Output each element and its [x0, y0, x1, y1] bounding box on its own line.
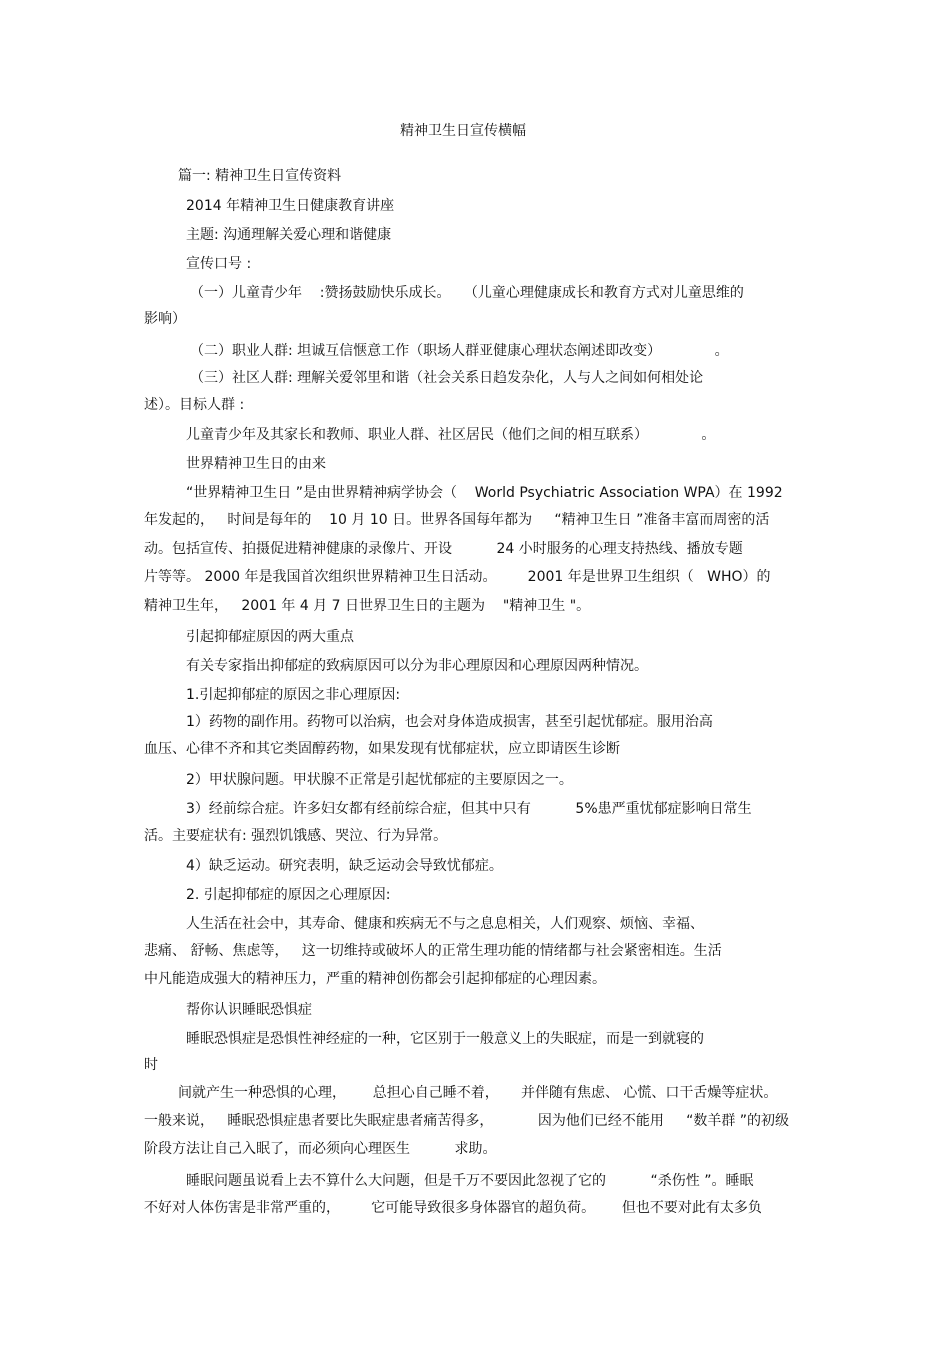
- text-line: 睡眠恐惧症是恐惧性神经症的一种，它区别于一般意义上的失眠症，而是一到就寝的: [186, 1031, 704, 1047]
- text-line: 2. 引起抑郁症的原因之心理原因:: [186, 887, 391, 903]
- text-line: 3）经前综合症。许多妇女都有经前综合症，但其中只有 5%患严重忧郁症影响日常生: [186, 801, 752, 817]
- text-line: 年发起的， 时间是每年的 10 月 10 日。世界各国每年都为 “精神卫生日 ”准备丰富而周密的活: [144, 512, 770, 528]
- text-line: 动。包括宣传、拍摄促进精神健康的录像片、开设 24 小时服务的心理支持热线、播放专题: [144, 541, 743, 557]
- section-heading: 世界精神卫生日的由来: [186, 456, 326, 472]
- text-line: 时: [144, 1057, 158, 1073]
- text-line: 2014 年精神卫生日健康教育讲座: [186, 198, 395, 214]
- text-line: 述）。目标人群 :: [144, 397, 245, 413]
- text-line: （一）儿童青少年 :赞扬鼓励快乐成长。 （儿童心理健康成长和教育方式对儿童思维的: [190, 285, 744, 301]
- text-line: 宣传口号 :: [186, 256, 252, 272]
- text-line: 活。主要症状有: 强烈饥饿感、哭泣、行为异常。: [144, 828, 448, 844]
- text-line: “世界精神卫生日 ”是由世界精神病学协会（ World Psychiatric Association WPA）在 1992: [186, 485, 783, 501]
- text-line: 2）甲状腺问题。甲状腺不正常是引起忧郁症的主要原因之一。: [186, 772, 573, 788]
- text-line: 儿童青少年及其家长和教师、职业人群、社区居民（他们之间的相互联系） 。: [186, 427, 716, 443]
- section-heading: 帮你认识睡眠恐惧症: [186, 1002, 312, 1018]
- text-line: 阶段方法让自己入眠了，而必须向心理医生 求助。: [144, 1141, 497, 1157]
- text-line: 片等等。 2000 年是我国首次组织世界精神卫生日活动。 2001 年是世界卫生组织（ WHO）的: [144, 569, 771, 585]
- text-line: 睡眠问题虽说看上去不算什么大问题，但是千万不要因此忽视了它的 “杀伤性 ”。睡眠: [186, 1173, 754, 1189]
- text-line: 人生活在社会中，其寿命、健康和疾病无不与之息息相关，人们观察、烦恼、幸福、: [186, 916, 704, 932]
- text-line: 血压、心律不齐和其它类固醇药物，如果发现有忧郁症状，应立即请医生诊断: [144, 741, 620, 757]
- text-line: 主题: 沟通理解关爱心理和谐健康: [186, 227, 392, 243]
- text-line: 篇一: 精神卫生日宣传资料: [178, 168, 342, 184]
- text-line: 间就产生一种恐惧的心理， 总担心自己睡不着， 并伴随有焦虑、 心慌、口干舌燥等症状。: [178, 1085, 778, 1101]
- text-line: 不好对人体伤害是非常严重的， 它可能导致很多身体器官的超负荷。 但也不要对此有太多负: [144, 1200, 762, 1216]
- text-line: 中凡能造成强大的精神压力，严重的精神创伤都会引起抑郁症的心理因素。: [144, 971, 606, 987]
- text-line: 1.引起抑郁症的原因之非心理原因:: [186, 687, 401, 703]
- text-line: 影响）: [144, 311, 186, 327]
- text-line: 一般来说， 睡眠恐惧症患者要比失眠症患者痛苦得多， 因为他们已经不能用 “数羊群 ”的初级: [144, 1113, 790, 1129]
- text-line: 精神卫生年， 2001 年 4 月 7 日世界卫生日的主题为 "精神卫生 "。: [144, 598, 591, 614]
- text-line: 1）药物的副作用。药物可以治病，也会对身体造成损害，甚至引起忧郁症。服用治高: [186, 714, 713, 730]
- text-line: （三）社区人群: 理解关爱邻里和谐（社会关系日趋发杂化，人与人之间如何相处论: [190, 370, 704, 386]
- text-line: 4）缺乏运动。研究表明，缺乏运动会导致忧郁症。: [186, 858, 503, 874]
- text-line: 悲痛、 舒畅、焦虑等， 这一切维持或破坏人的正常生理功能的情绪都与社会紧密相连。生活: [144, 943, 722, 959]
- section-heading: 引起抑郁症原因的两大重点: [186, 629, 354, 645]
- text-line: （二）职业人群: 坦诚互信惬意工作（职场人群亚健康心理状态阐述即改变） 。: [190, 343, 729, 359]
- text-line: 有关专家指出抑郁症的致病原因可以分为非心理原因和心理原因两种情况。: [186, 658, 648, 674]
- document-title: 精神卫生日宣传横幅: [400, 123, 526, 139]
